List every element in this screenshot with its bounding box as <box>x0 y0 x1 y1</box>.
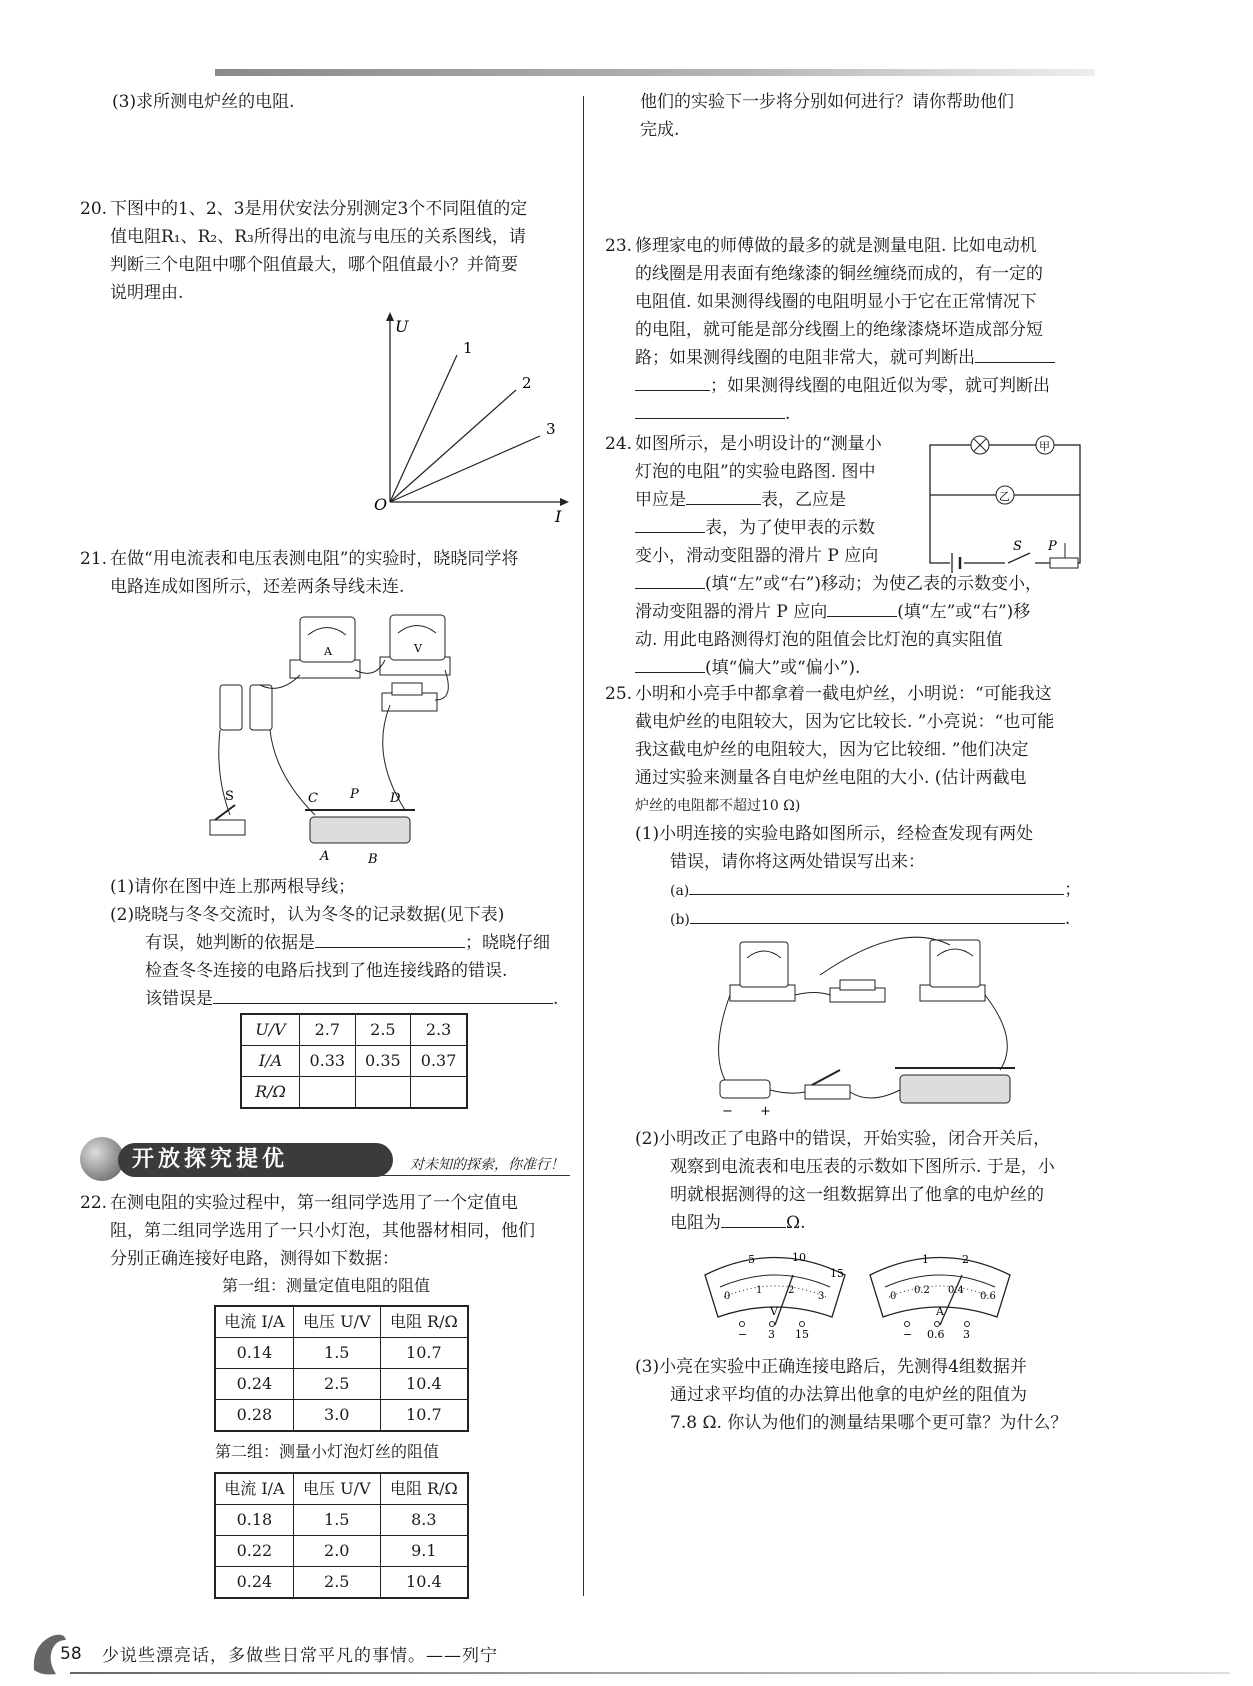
table-header: 电阻 R/Ω <box>380 1306 468 1338</box>
q25-b-end: . <box>1064 909 1071 929</box>
table-cell: 1.5 <box>293 1338 380 1369</box>
table-cell: 0.33 <box>300 1046 356 1077</box>
q23-number: 23. <box>605 236 633 256</box>
meter-yi-label: 乙 <box>999 490 1010 503</box>
table-cell: 0.28 <box>215 1400 293 1432</box>
q21-part2-after: ；晓晓仔细 <box>465 933 550 953</box>
vm-terminal: 3 <box>768 1328 775 1341</box>
table-cell: 2.0 <box>293 1536 380 1567</box>
q24-line: 表，为了使甲表的示数 <box>705 518 875 538</box>
table-header: 电流 I/A <box>215 1306 293 1338</box>
graph-line-3-label: 3 <box>546 420 556 438</box>
q20-line: 判断三个电阻中哪个阻值最大，哪个阻值最小？并简要 <box>110 255 518 275</box>
table-header: 电压 U/V <box>293 1473 380 1505</box>
rheostat-B: B <box>368 852 378 867</box>
q24-line: 灯泡的电阻”的实验电路图. 图中 <box>635 462 876 482</box>
q25-answer-blank-resistance[interactable] <box>721 1209 786 1228</box>
header-bar <box>215 69 1095 76</box>
q24-line: (填“左”或“右”)移 <box>897 602 1031 622</box>
rheostat-D: D <box>390 791 401 806</box>
page-number: 58 <box>60 1644 82 1664</box>
q22-number: 22. <box>80 1193 108 1213</box>
q24-line: 甲应是 <box>635 490 686 510</box>
graph-line-3 <box>390 436 540 502</box>
q21-part2-end: . <box>553 989 559 1009</box>
q22-line: 在测电阻的实验过程中，第一组同学选用了一个定值电 <box>110 1193 518 1213</box>
am-letter: A <box>936 1305 944 1318</box>
graph-line-2 <box>390 390 516 502</box>
q25-a-end: ； <box>1064 880 1082 900</box>
q25-line: 我这截电炉丝的电阻较大，因为它比较细. ”他们决定 <box>635 740 1029 760</box>
q24-number: 24. <box>605 434 633 454</box>
switch-label: S <box>225 789 234 804</box>
q23-answer-blank-2[interactable] <box>635 400 785 419</box>
am-terminal: 3 <box>963 1328 970 1341</box>
q25-part2-line: 明就根据测得的这一组数据算出了他拿的电炉丝的 <box>670 1185 1044 1205</box>
q21-line: 在做“用电流表和电压表测电阻”的实验时，晓晓同学将 <box>110 549 519 569</box>
q25-line: 通过实验来测量各自电炉丝电阻的大小. (估计两截电 <box>635 768 1027 788</box>
battery-minus: − <box>722 1104 733 1119</box>
table-cell: I/A <box>241 1046 300 1077</box>
graph-line-1 <box>390 355 457 502</box>
table-cell: 2.3 <box>411 1014 467 1046</box>
footer-quote: 少说些漂亮话，多做些日常平凡的事情。——列宁 <box>102 1646 498 1666</box>
q21-part2-line: 检查冬冬连接的电路后找到了他连接线路的错误. <box>145 961 508 981</box>
meters-figure <box>700 1245 1030 1340</box>
q25-part3-line: 通过求平均值的办法算出他拿的电炉丝的阻值为 <box>670 1385 1027 1405</box>
table-cell: 3.0 <box>293 1400 380 1432</box>
am-bottom-tick: 0.4 <box>948 1285 964 1296</box>
table-cell: 10.7 <box>380 1338 468 1369</box>
vm-top-tick: 10 <box>792 1251 806 1264</box>
vm-top-tick: 15 <box>830 1267 844 1280</box>
q25-part2-line: 观察到电流表和电压表的示数如下图所示. 于是，小 <box>670 1157 1055 1177</box>
vm-terminal: 15 <box>795 1328 809 1341</box>
question-23 <box>605 232 1125 428</box>
q22-line: 分别正确连接好电路，测得如下数据： <box>110 1249 399 1269</box>
circuit-figure-25 <box>700 930 1040 1120</box>
q25-line: 小明和小亮手中都拿着一截电炉丝，小明说：“可能我这 <box>635 684 1052 704</box>
q21-answer-blank-2[interactable] <box>213 985 553 1004</box>
table-cell[interactable] <box>300 1077 356 1109</box>
circuit-diagram-24 <box>920 435 1090 575</box>
table-header: 电流 I/A <box>215 1473 293 1505</box>
vm-top-tick: 5 <box>748 1253 755 1266</box>
table-cell: 2.7 <box>300 1014 356 1046</box>
graph-line-1-label: 1 <box>463 339 473 357</box>
q22-line: 阻，第二组同学选用了一只小灯泡，其他器材相同，他们 <box>110 1221 535 1241</box>
group1-caption: 第一组：测量定值电阻的阻值 <box>222 1276 431 1295</box>
q22-cont-line: 他们的实验下一步将分别如何进行？请你帮助他们 <box>640 92 1014 112</box>
q23-answer-blank-1b[interactable] <box>635 372 710 391</box>
am-bottom-tick: 0.6 <box>980 1291 996 1302</box>
voltmeter-letter: V <box>414 642 422 655</box>
q24-line: 变小，滑动变阻器的滑片 P 应向 <box>635 546 879 566</box>
q24-answer-blank-5[interactable] <box>635 654 705 673</box>
q20-number: 20. <box>80 199 108 219</box>
table-cell: 2.5 <box>293 1567 380 1599</box>
vm-bottom-tick: 2 <box>788 1285 795 1296</box>
question-25 <box>605 680 1125 934</box>
am-terminal: 0.6 <box>927 1328 945 1341</box>
table-cell: 0.37 <box>411 1046 467 1077</box>
meter-jia-label: 甲 <box>1039 440 1050 453</box>
table-cell: 2.5 <box>355 1014 411 1046</box>
am-terminal: − <box>903 1328 913 1341</box>
q24-answer-blank-3[interactable] <box>635 570 705 589</box>
table-cell: U/V <box>241 1014 300 1046</box>
q23-end: . <box>785 404 791 424</box>
group2-table <box>214 1472 469 1599</box>
table-cell: 10.7 <box>380 1400 468 1432</box>
table-cell: 1.5 <box>293 1505 380 1536</box>
question-22 <box>80 1189 560 1273</box>
q23-line: 的线圈是用表面有绝缘漆的铜丝缠绕而成的，有一定的 <box>635 264 1043 284</box>
table-cell: 2.5 <box>293 1369 380 1400</box>
q25-answer-blank-b[interactable] <box>690 905 1065 924</box>
ammeter-letter: A <box>324 645 332 658</box>
graph-line-2-label: 2 <box>522 374 532 392</box>
q25-b-label: (b) <box>670 912 690 928</box>
vm-bottom-tick: 0 <box>724 1291 731 1302</box>
am-bottom-tick: 0.2 <box>914 1285 930 1296</box>
q25-part2-line: 电阻为 <box>670 1213 721 1233</box>
q21-number: 21. <box>80 549 108 569</box>
q25-a-label: (a) <box>670 883 690 899</box>
table-cell: 10.4 <box>380 1369 468 1400</box>
q24-line: (填“偏大”或“偏小”). <box>705 658 861 678</box>
table-cell: 0.18 <box>215 1505 293 1536</box>
vm-bottom-tick: 3 <box>818 1291 825 1302</box>
q25-part3-line: 7.8 Ω. 你认为他们的测量结果哪个更可靠？为什么？ <box>670 1413 1068 1433</box>
q21-part2-line: 有误，她判断的依据是 <box>145 933 315 953</box>
circuit-figure-21 <box>200 605 480 875</box>
table-cell: 0.14 <box>215 1338 293 1369</box>
table-cell: 0.24 <box>215 1567 293 1599</box>
q21-part1: (1)请你在图中连上那两根导线； <box>110 877 356 897</box>
table-cell: 0.22 <box>215 1536 293 1567</box>
graph-x-label: I <box>555 507 562 526</box>
q20-line: 下图中的1、2、3是用伏安法分别测定3个不同阻值的定 <box>110 199 528 219</box>
q24-line: 表，乙应是 <box>761 490 846 510</box>
q23-line: 修理家电的师傅做的最多的就是测量电阻. 比如电动机 <box>635 236 1037 256</box>
q25-number: 25. <box>605 684 633 704</box>
table-header: 电压 U/V <box>293 1306 380 1338</box>
vm-terminal: − <box>738 1328 748 1341</box>
q21-line: 电路连成如图所示，还差两条导线未连. <box>110 577 405 597</box>
table-cell: 8.3 <box>380 1505 468 1536</box>
q21-data-table <box>240 1013 468 1109</box>
group2-caption: 第二组：测量小灯泡灯丝的阻值 <box>215 1442 440 1461</box>
table-cell: 0.35 <box>355 1046 411 1077</box>
q25-part1-line: (1)小明连接的实验电路如图所示，经检查发现有两处 <box>635 824 1034 844</box>
q25-line: 截电炉丝的电阻较大，因为它比较长. ”小亮说：“也可能 <box>635 712 1055 732</box>
q25-part2-line: (2)小明改正了电路中的错误，开始实验，闭合开关后， <box>635 1129 1051 1149</box>
q25-part3-line: (3)小亮在实验中正确连接电路后，先测得4组数据并 <box>635 1357 1027 1377</box>
question-21-parts <box>110 873 570 1013</box>
q21-part2-line: 该错误是 <box>145 989 213 1009</box>
q20-line: 值电阻R₁、R₂、R₃所得出的电流与电压的关系图线，请 <box>110 227 526 247</box>
table-header: 电阻 R/Ω <box>380 1473 468 1505</box>
q25-part2-unit: Ω. <box>786 1213 806 1233</box>
vm-letter: V <box>770 1305 778 1318</box>
section-banner <box>80 1137 580 1181</box>
q21-answer-blank-1[interactable] <box>315 929 465 948</box>
q23-line: ；如果测得线圈的电阻近似为零，就可判断出 <box>710 376 1050 396</box>
banner-title: 开放探究提优 <box>118 1143 393 1177</box>
q19-part3: (3)求所测电炉丝的电阻. <box>112 92 295 112</box>
am-bottom-tick: 0 <box>890 1291 897 1302</box>
battery-plus: + <box>760 1104 771 1119</box>
rheostat-A: A <box>320 849 330 864</box>
page-footer <box>30 1630 1230 1680</box>
table-cell: 10.4 <box>380 1567 468 1599</box>
q24-answer-blank-4[interactable] <box>827 598 897 617</box>
banner-tagline: 对未知的探索，你准行！ <box>410 1157 564 1173</box>
q25-part1-line: 错误，请你将这两处错误写出来： <box>670 852 925 872</box>
q24-line: (填“左”或“右”)移动；为使乙表的示数变小， <box>705 574 1043 594</box>
column-divider <box>583 96 584 1596</box>
am-top-tick: 1 <box>922 1253 929 1266</box>
q23-answer-blank-1[interactable] <box>975 344 1055 363</box>
table-cell[interactable] <box>411 1077 467 1109</box>
am-top-tick: 2 <box>962 1253 969 1266</box>
ui-graph <box>370 310 570 526</box>
q24-line: 滑动变阻器的滑片 P 应向 <box>635 602 828 622</box>
q21-part2-line: (2)晓晓与冬冬交流时，认为冬冬的记录数据(见下表) <box>110 905 505 925</box>
question-21 <box>80 545 560 601</box>
table-cell: R/Ω <box>241 1077 300 1109</box>
vm-bottom-tick: 1 <box>756 1285 763 1296</box>
q24-line: 如图所示，是小明设计的“测量小 <box>635 434 882 454</box>
q22-continuation <box>640 88 1120 144</box>
q23-line: 路；如果测得线圈的电阻非常大，就可判断出 <box>635 348 975 368</box>
table-cell: 9.1 <box>380 1536 468 1567</box>
table-cell[interactable] <box>355 1077 411 1109</box>
q24-line: 动. 用此电路测得灯泡的阻值会比灯泡的真实阻值 <box>635 630 1003 650</box>
question-20 <box>80 195 550 307</box>
graph-y-label: U <box>395 317 409 336</box>
graph-origin: O <box>374 495 388 514</box>
table-cell: 0.24 <box>215 1369 293 1400</box>
rheostat-P: P <box>350 787 359 802</box>
question-25-part2 <box>635 1125 1130 1237</box>
slider-P-label: P <box>1048 539 1057 554</box>
q22-cont-line: 完成. <box>640 120 680 140</box>
q24-answer-blank-1[interactable] <box>686 486 761 505</box>
q24-answer-blank-2[interactable] <box>635 514 705 533</box>
q23-line: 的电阻，就可能是部分线圈上的绝缘漆烧坏造成部分短 <box>635 320 1043 340</box>
switch-S-label: S <box>1013 539 1022 554</box>
group1-table <box>214 1305 469 1432</box>
q25-answer-blank-a[interactable] <box>689 876 1064 895</box>
question-25-part3 <box>635 1353 1130 1437</box>
q25-line: 炉丝的电阻都不超过10 Ω) <box>635 798 801 814</box>
q23-line: 电阻值. 如果测得线圈的电阻明显小于它在正常情况下 <box>635 292 1037 312</box>
rheostat-C: C <box>308 791 318 806</box>
q20-line: 说明理由. <box>110 283 184 303</box>
